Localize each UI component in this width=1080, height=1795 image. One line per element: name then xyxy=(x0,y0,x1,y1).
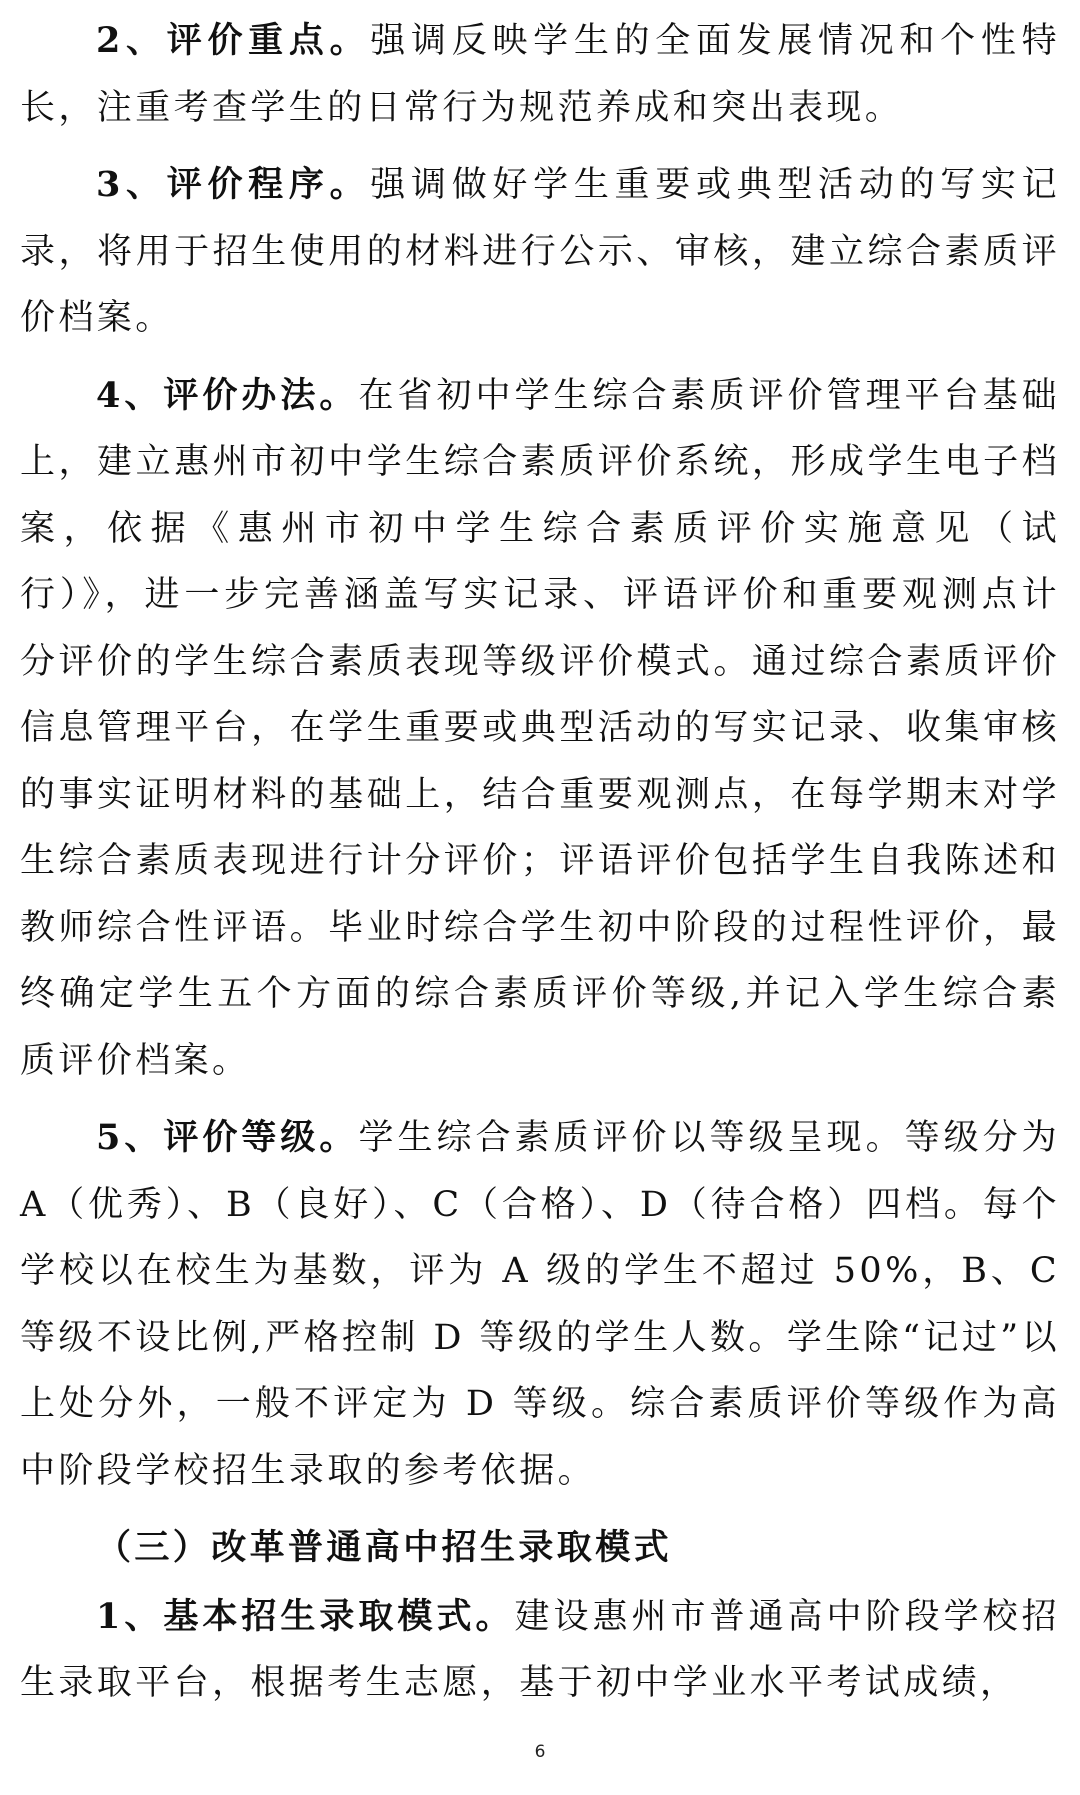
paragraph-lead: 5、评价等级。 xyxy=(96,1117,359,1158)
paragraph-lead: 2、评价重点。 xyxy=(96,20,371,61)
paragraph-evaluation-method xyxy=(20,363,1060,1095)
paragraph-body: 学生综合素质评价以等级呈现。等级分为 A（优秀）、B（良好）、C（合格）、D（待合格）四档。每个学校以在校生为基数，评为 A 级的学生不超过 50%，B、C 等级不设比例,严格控制 D 等级的学生人数。学生除“记过”以上处分外，一般不评定为 D 等级。综合素质评价等级作为高中阶段学校招生录取的参考依据。 xyxy=(20,1118,1061,1491)
paragraph-lead: 4、评价办法。 xyxy=(96,374,359,416)
paragraph-evaluation-grade xyxy=(20,1105,1060,1504)
paragraph-evaluation-procedure xyxy=(20,152,1060,352)
section-heading: （三）改革普通高中招生录取模式 xyxy=(96,1527,673,1568)
paragraph-evaluation-focus xyxy=(20,8,1060,141)
paragraph-body: 强调做好学生重要或典型活动的写实记录，将用于招生使用的材料进行公示、审核，建立综合素质评价档案。 xyxy=(20,165,1060,338)
paragraph-body: 强调反映学生的全面发展情况和个性特长，注重考查学生的日常行为规范养成和突出表现。 xyxy=(20,21,1060,128)
paragraph-basic-admission-mode xyxy=(20,1584,1060,1717)
page-content xyxy=(20,8,1060,1728)
page-number: 6 xyxy=(534,1742,546,1762)
paragraph-lead: 1、基本招生录取模式。 xyxy=(96,1595,515,1637)
paragraph-body: 建设惠州市普通高中阶段学校招生录取平台，根据考生志愿，基于初中学业水平考试成绩， xyxy=(20,1596,1060,1703)
paragraph-lead: 3、评价程序。 xyxy=(96,164,371,205)
paragraph-body: 在省初中学生综合素质评价管理平台基础上，建立惠州市初中学生综合素质评价系统，形成学生电子档案，依据《惠州市初中学生综合素质评价实施意见（试行）》，进一步完善涵盖写实记录、评语评价和重要观测点计分评价的学生综合素质表现等级评价模式。通过综合素质评价信息管理平台，在学生重要或典型活动的写实记录、收集审核的事实证明材料的基础上，结合重要观测点，在每学期末对学生综合素质表现进行计分评价；评语评价包括学生自我陈述和教师综合性评语。毕业时综合学生初中阶段的过程性评价，最终确定学生五个方面的综合素质评价等级,并记入学生综合素质评价档案。 xyxy=(20,375,1061,1081)
